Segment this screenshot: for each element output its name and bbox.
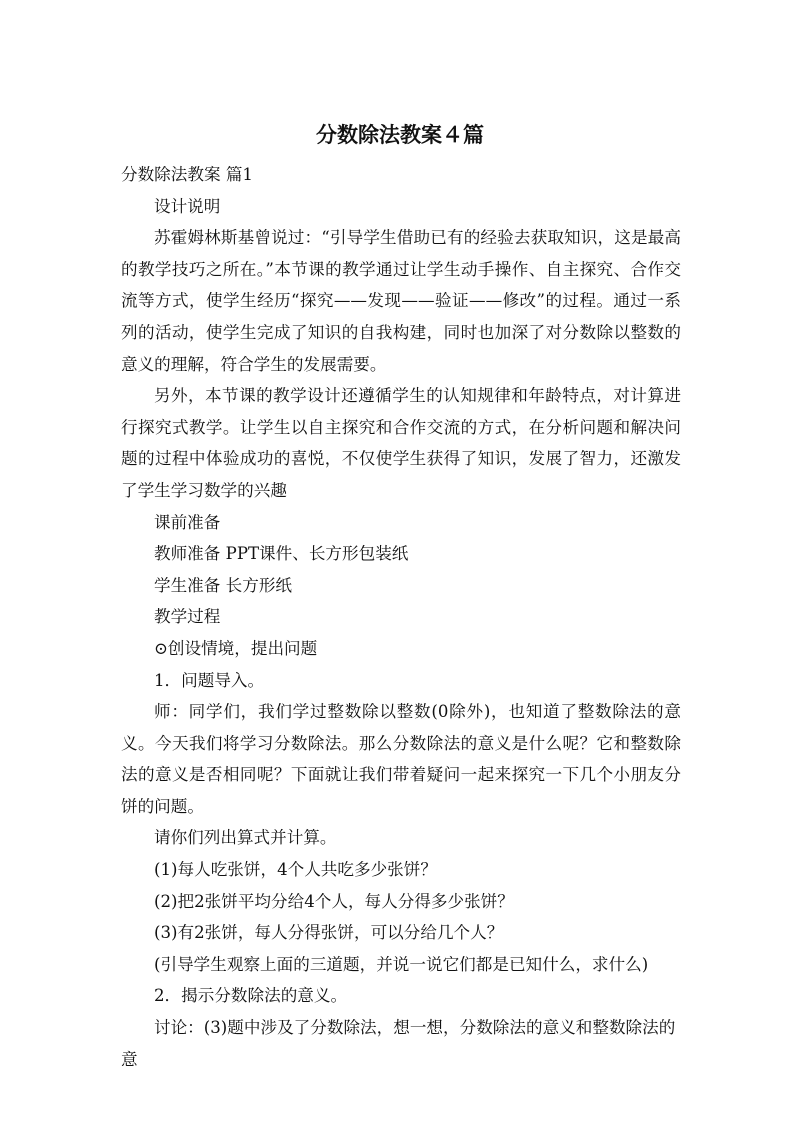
question-item-2: (2)把2张饼平均分给4个人，每人分得多少张饼？: [154, 891, 514, 911]
teacher-preparation: 教师准备 PPT课件、长方形包装纸: [154, 544, 409, 564]
paragraph-design-extra: 另外，本节课的教学设计还遵循学生的认知规律和年龄特点，对计算进行探究式教学。让学生以自主探究和合作交流的方式，在分析问题和解决问题的过程中体验成功的喜悦，不仅使学生获得了知识，发展了智力，还激发了学生学习数学的兴趣: [121, 386, 681, 500]
question-item-1: (1)每人吃张饼，4个人共吃多少张饼？: [154, 860, 437, 880]
guidance-note: (引导学生观察上面的三道题，并说一说它们都是已知什么，求什么): [154, 954, 649, 974]
student-preparation: 学生准备 长方形纸: [154, 575, 293, 595]
subheading-teaching-process: 教学过程: [154, 607, 221, 627]
subheading-design-notes: 设计说明: [154, 196, 221, 216]
question-item-3: (3)有2张饼，每人分得张饼，可以分给几个人？: [154, 923, 504, 943]
paragraph-intro: 苏霍姆林斯基曾说过：“引导学生借助已有的经验去获取知识，这是最高的教学技巧之所在。”本节课的教学通过让学生动手操作、自主探究、合作交流等方式，使学生经历“探究——发现——验证——修改”的过程。通过一系列的活动，使学生完成了知识的自我构建，同时也加深了对分数除以整数的意义的理解，符合学生的发展需要。: [121, 228, 681, 374]
section-heading: 分数除法教案 篇1: [121, 165, 253, 184]
step-create-scenario: ⊙创设情境，提出问题: [154, 638, 318, 658]
paragraph-instruction: 请你们列出算式并计算。: [154, 828, 337, 848]
step-question-intro: 1．问题导入。: [154, 670, 265, 690]
document-title: 分数除法教案４篇: [316, 123, 484, 147]
paragraph-discussion: 讨论：(3)题中涉及了分数除法，想一想，分数除法的意义和整数除法的意: [121, 1018, 676, 1069]
document-body: [121, 159, 681, 1075]
step-reveal-meaning: 2．揭示分数除法的意义。: [154, 986, 348, 1006]
paragraph-teacher-speech: 师：同学们，我们学过整数除以整数(0除外)，也知道了整数除法的意义。今天我们将学习分数除法。那么分数除法的意义是什么呢？它和整数除法的意义是否相同呢？下面就让我们带着疑问一起来探究一下几个小朋友分饼的问题。: [121, 702, 681, 816]
subheading-preparation: 课前准备: [154, 512, 221, 532]
